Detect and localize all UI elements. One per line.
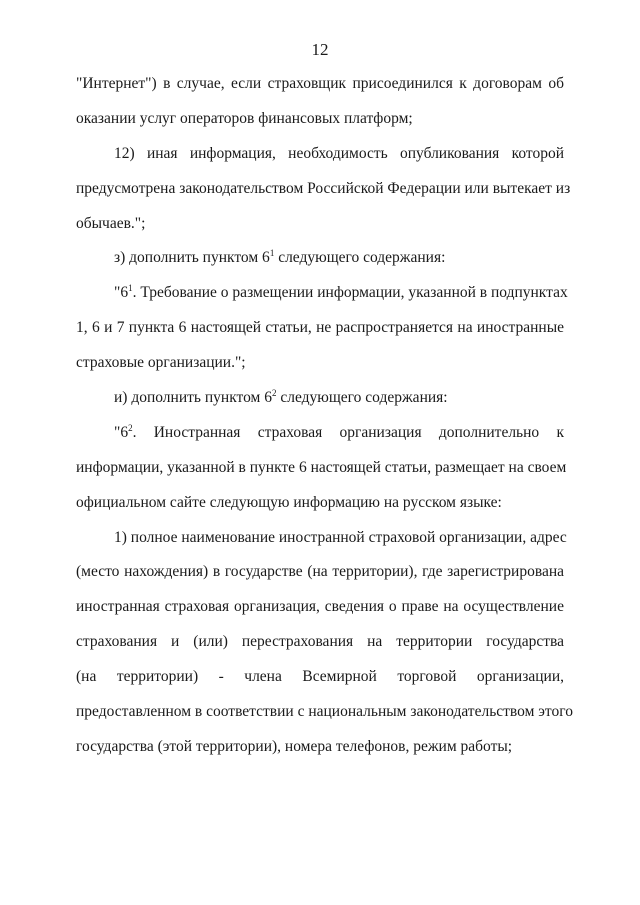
page-number: 12 [311,40,329,59]
text-run: . Иностранная страховая организация дополнительно к [132,423,564,441]
text-line [76,276,568,311]
text-line [76,381,564,416]
superscript: 1 [128,283,133,294]
text-line [76,416,564,451]
text-run: . Требование о размещении информации, указанной в подпунктах [132,284,568,302]
text-line: 1) полное наименование иностранной страховой организации, адрес [114,528,567,546]
text-line: страхования и (или) перестрахования на территории государства [76,633,564,651]
text-line: обычаев."; [76,214,146,232]
paragraph-amendment-i [76,381,564,416]
text-line [76,241,564,276]
text-run: "6 [114,423,129,441]
superscript: 2 [271,388,277,399]
text-run: и) дополнить пунктом 6 [114,389,272,407]
paragraph-point-6-2 [76,416,567,521]
text-line: страховые организации."; [76,354,246,372]
text-line: государства (этой территории), номера телефонов, режим работы; [76,737,513,755]
text-line: предусмотрена законодательством Российской Федерации или вытекает из [76,179,571,197]
text-line: 12) иная информация, необходимость опубликования которой [114,144,564,162]
text-line: информации, указанной в пункте 6 настоящей статьи, размещает на своем [76,458,567,476]
text-line: оказании услуг операторов финансовых платформ; [76,109,413,127]
text-run: следующего содержания: [276,389,448,407]
superscript: 1 [269,248,275,259]
document-body [76,67,573,765]
paragraph-point-6-1 [76,276,568,381]
superscript: 2 [128,422,133,433]
text-run: следующего содержания: [274,249,446,267]
paragraph-amendment-z [76,241,564,276]
text-line: (на территории) - члена Всемирной торговой организации, [76,668,564,686]
paragraph-internet-continuation [76,67,564,137]
text-line: (место нахождения) в государстве (на территории), где зарегистрирована [76,563,564,581]
text-run: з) дополнить пунктом 6 [114,249,270,267]
text-line: предоставленном в соответствии с национальным законодательством этого [76,703,573,721]
paragraph-item-12 [76,137,571,242]
text-line: официальном сайте следующую информацию на русском языке: [76,493,502,511]
text-line: 1, 6 и 7 пункта 6 настоящей статьи, не распространяется на иностранные [76,319,564,337]
paragraph-subitem-1 [76,521,573,765]
text-run: "6 [114,284,129,302]
text-line: "Интернет") в случае, если страховщик присоединился к договорам об [76,75,564,92]
text-line: иностранная страховая организация, сведения о праве на осуществление [76,598,564,616]
